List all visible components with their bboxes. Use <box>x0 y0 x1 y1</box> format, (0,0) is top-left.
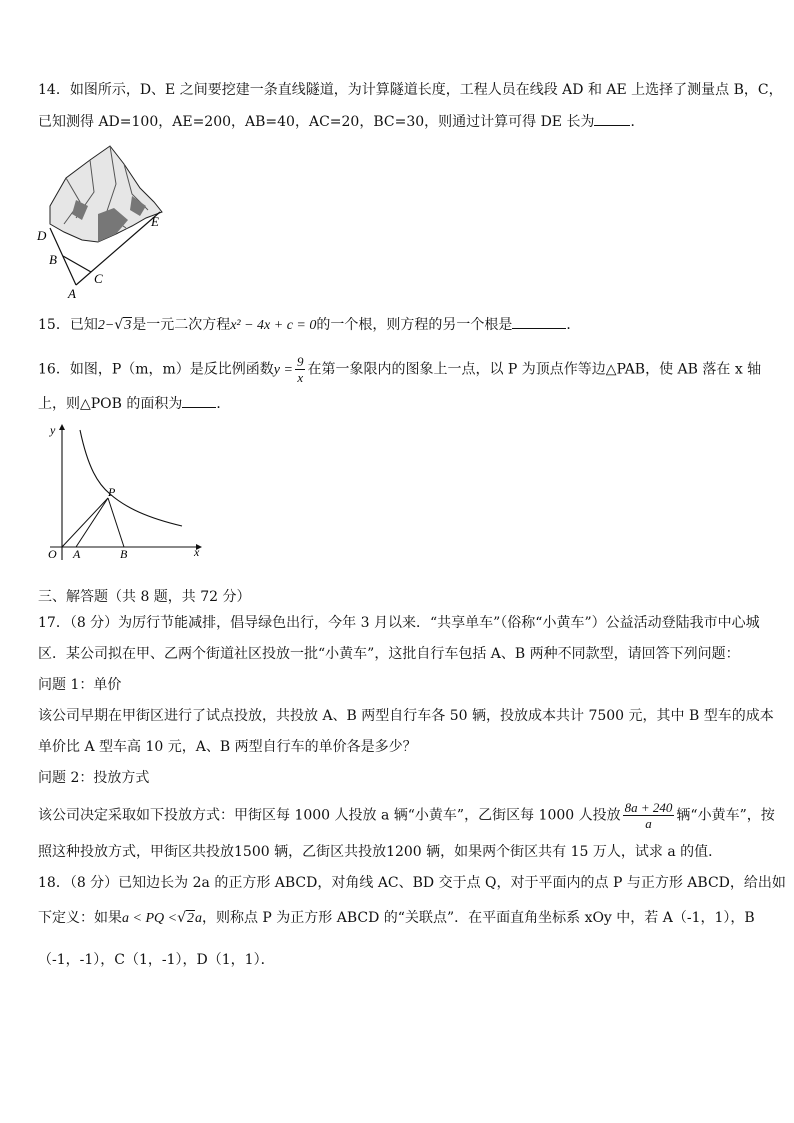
q15-root-a: 2 <box>97 318 105 333</box>
q14-line2-end: ． <box>630 114 645 130</box>
q14-answer-blank <box>594 111 630 126</box>
q15-middle: 是一元二次方程 <box>132 317 231 333</box>
q14-tunnel-figure <box>36 144 176 300</box>
q16-line1-b: 在第一象限内的图象上一点，以 P 为顶点作等边△PAB，使 AB 落在 x 轴 <box>307 361 762 378</box>
q18-line1: 18．（8 分）已知边长为 2a 的正方形 ABCD，对角线 AC、BD 交于点 Q，对于平面内的点 P 与正方形 ABCD，给出如 <box>38 875 786 891</box>
q17-problem2-title: 问题 2：投放方式 <box>38 770 150 786</box>
label-C: C <box>94 271 103 286</box>
q14-line1: 14．如图所示，D、E 之间要挖建一条直线隧道，为计算隧道长度，工程人员在线段 AD 和 AE 上选择了测量点 B，C， <box>38 82 783 98</box>
q15-sqrt-radicand: 3 <box>124 318 132 333</box>
label-D: D <box>37 228 47 243</box>
graph-label-P: P <box>108 485 116 499</box>
graph-label-A: A <box>73 547 81 561</box>
q14-line2 <box>38 108 760 136</box>
q18-line3: （-1，-1），C（1，-1），D（1，1）． <box>38 952 275 968</box>
q17-problem1-title: 问题 1：单价 <box>38 677 122 693</box>
q16-line1-a: 16．如图，P（m，m）是反比例函数 <box>38 361 274 378</box>
q14-line2-text: 已知测得 AD=100，AE=200，AB=40，AC=20，BC=30，则通过计算可得 DE 长为 <box>38 114 595 130</box>
q17-line1: 17．（8 分）为厉行节能减排，倡导绿色出行，今年 3 月以来．“共享单车”（俗称“小黄车”）公益活动登陆我市中心城 <box>38 615 760 631</box>
graph-label-O: O <box>48 547 57 561</box>
q16-line2-end: ． <box>216 396 231 412</box>
label-B: B <box>49 252 57 267</box>
q15-root-minus: − <box>104 318 115 333</box>
q15-sqrt: √3 <box>114 317 132 333</box>
label-A: A <box>68 286 76 300</box>
q16-graph <box>36 420 206 562</box>
q17-p2-line1-b: 辆“小黄车”，按 <box>676 807 775 824</box>
q17-problem1-line2: 单价比 A 型车高 10 元，A、B 两型自行车的单价各是多少？ <box>38 739 417 755</box>
q16-func-denominator: x <box>297 370 304 385</box>
q17-problem2-line2: 照这种投放方式，甲街区共投放1500 辆，乙街区共投放1200 辆，如果两个街区共有 15 万人，试求 a 的值． <box>38 844 723 860</box>
q15-end: ． <box>566 317 581 333</box>
q17-line2: 区．某公司拟在甲、乙两个街道社区投放一批“小黄车”，这批自行车包括 A、B 两种不同款型，请回答下列问题： <box>38 646 740 662</box>
line-BC <box>63 256 91 272</box>
q18-sqrt-radicand: 2 <box>186 911 194 926</box>
q16-func-y: y = <box>273 362 293 378</box>
q18-inequality-end: a <box>194 911 202 926</box>
q18-sqrt: √2 <box>177 910 194 926</box>
q16-answer-blank <box>182 393 216 408</box>
q18-inequality: a < PQ < <box>122 911 178 926</box>
q17-problem2-line1 <box>38 800 775 831</box>
q17-fraction <box>623 800 675 831</box>
q17-fraction-denominator: a <box>645 816 652 831</box>
q16-line2-text: 上，则△POB 的面积为 <box>38 396 183 412</box>
q15-answer-blank <box>512 314 566 329</box>
q16-func-numerator: 9 <box>296 354 304 369</box>
q18-line2 <box>38 904 760 933</box>
q16-line2 <box>38 390 760 418</box>
section-3-heading: 三、解答题（共 8 题，共 72 分） <box>38 589 251 605</box>
graph-label-B: B <box>120 547 128 561</box>
graph-label-y: y <box>50 423 56 437</box>
q17-fraction-numerator: 8a + 240 <box>624 800 673 815</box>
q15-suffix: 的一个根，则方程的另一个根是 <box>316 317 513 333</box>
graph-label-x: x <box>194 545 200 559</box>
q16-func-fraction <box>295 354 306 385</box>
q15-line <box>38 311 760 340</box>
q16-line1 <box>38 354 760 385</box>
q18-line2-b: ，则称点 P 为正方形 ABCD 的“关联点”．在平面直角坐标系 xOy 中，若 A（-1，1），B <box>201 910 755 926</box>
q15-equation: x² − 4x + c = 0 <box>230 318 317 333</box>
q15-prefix: 15．已知 <box>38 317 98 333</box>
q18-line2-a: 下定义：如果 <box>38 910 122 926</box>
q17-p2-line1-a: 该公司决定采取如下投放方式：甲街区每 1000 人投放 a 辆“小黄车”，乙街区每 1000 人投放 <box>38 807 621 824</box>
label-E: E <box>151 214 159 229</box>
q17-problem1-line1: 该公司早期在甲街区进行了试点投放，共投放 A、B 两型自行车各 50 辆，投放成本共计 7500 元，其中 B 型车的成本 <box>38 708 774 724</box>
